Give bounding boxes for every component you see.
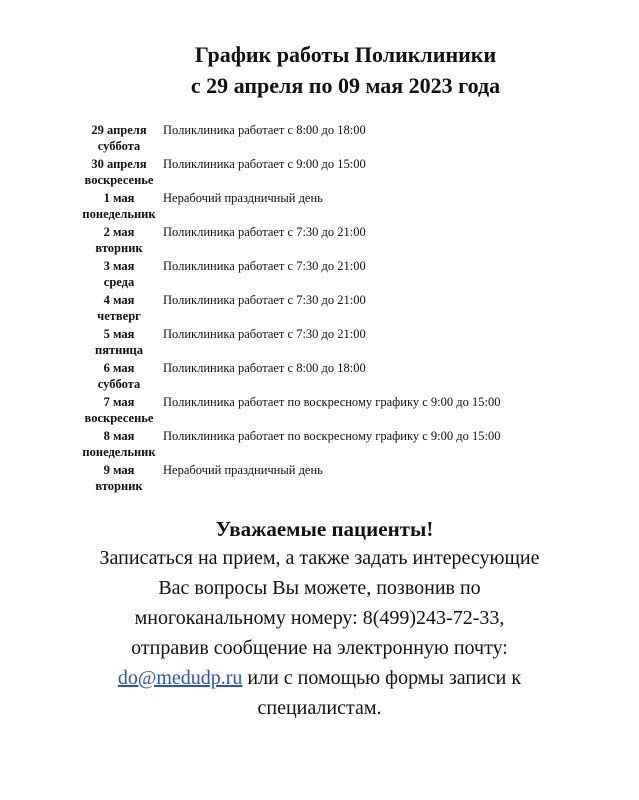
schedule-row (78, 428, 598, 462)
schedule-weekday: пятница (95, 343, 143, 357)
schedule-row (78, 156, 598, 190)
schedule-row (78, 258, 598, 292)
schedule-day (78, 326, 160, 358)
schedule-row (78, 394, 598, 428)
schedule-row (78, 292, 598, 326)
notice-line: Записаться на прием, а также задать интересующие (99, 547, 540, 569)
schedule-weekday: понедельник (82, 207, 156, 221)
schedule-weekday: суббота (97, 377, 141, 391)
schedule-row (78, 360, 598, 394)
schedule-table (78, 122, 598, 496)
schedule-date: 5 мая (103, 327, 135, 341)
notice-line-rest: или с помощью формы записи к (242, 667, 522, 689)
schedule-weekday: четверг (97, 309, 141, 323)
schedule-weekday: воскресенье (84, 411, 154, 425)
schedule-day (78, 292, 160, 324)
schedule-date: 2 мая (103, 225, 135, 239)
email-link[interactable]: do@medudp.ru (117, 667, 243, 689)
schedule-date: 4 мая (103, 293, 135, 307)
notice-line: специалистам. (257, 697, 382, 719)
schedule-hours: Поликлиника работает с 8:00 до 18:00 (163, 123, 366, 137)
notice-line: Вас вопросы Вы можете, позвонив по (158, 577, 481, 599)
schedule-row (78, 326, 598, 360)
schedule-hours: Поликлиника работает по воскресному графику с 9:00 до 15:00 (163, 395, 501, 409)
schedule-hours: Поликлиника работает с 7:30 до 21:00 (163, 259, 366, 273)
schedule-date: 30 апреля (91, 157, 147, 171)
schedule-day (78, 360, 160, 392)
schedule-weekday: среда (103, 275, 135, 289)
schedule-day (78, 428, 160, 460)
schedule-row (78, 224, 598, 258)
schedule-weekday: понедельник (82, 445, 156, 459)
schedule-weekday: вторник (95, 479, 143, 493)
schedule-day (78, 394, 160, 426)
patient-notice (0, 515, 639, 723)
schedule-day (78, 462, 160, 494)
schedule-weekday: суббота (97, 139, 141, 153)
schedule-day (78, 156, 160, 188)
schedule-date: 7 мая (103, 395, 135, 409)
schedule-hours: Поликлиника работает с 8:00 до 18:00 (163, 361, 366, 375)
schedule-date: 3 мая (103, 259, 135, 273)
schedule-row (78, 122, 598, 156)
schedule-hours: Поликлиника работает с 7:30 до 21:00 (163, 225, 366, 239)
schedule-row (78, 190, 598, 224)
schedule-hours: Поликлиника работает с 7:30 до 21:00 (163, 293, 366, 307)
schedule-weekday: воскресенье (84, 173, 154, 187)
schedule-hours: Поликлиника работает по воскресному графику с 9:00 до 15:00 (163, 429, 501, 443)
notice-line: многоканальному номеру: 8(499)243-72-33, (134, 607, 505, 629)
schedule-day (78, 224, 160, 256)
schedule-date: 29 апреля (91, 123, 147, 137)
notice-title: Уважаемые пациенты! (215, 517, 434, 541)
schedule-hours: Поликлиника работает с 9:00 до 15:00 (163, 157, 366, 171)
schedule-hours: Поликлиника работает с 7:30 до 21:00 (163, 327, 366, 341)
schedule-date: 9 мая (103, 463, 135, 477)
schedule-hours: Нерабочий праздничный день (163, 463, 323, 477)
schedule-date: 8 мая (103, 429, 135, 443)
schedule-row (78, 462, 598, 496)
page-title: График работы Поликлиники (194, 42, 497, 67)
schedule-weekday: вторник (95, 241, 143, 255)
notice-line-email (0, 663, 639, 693)
schedule-date: 6 мая (103, 361, 135, 375)
schedule-day (78, 190, 160, 222)
schedule-hours: Нерабочий праздничный день (163, 191, 323, 205)
schedule-day (78, 122, 160, 154)
page-subtitle: с 29 апреля по 09 мая 2023 года (190, 73, 501, 98)
notice-line: отправив сообщение на электронную почту: (131, 637, 508, 659)
schedule-day (78, 258, 160, 290)
schedule-date: 1 мая (103, 191, 135, 205)
